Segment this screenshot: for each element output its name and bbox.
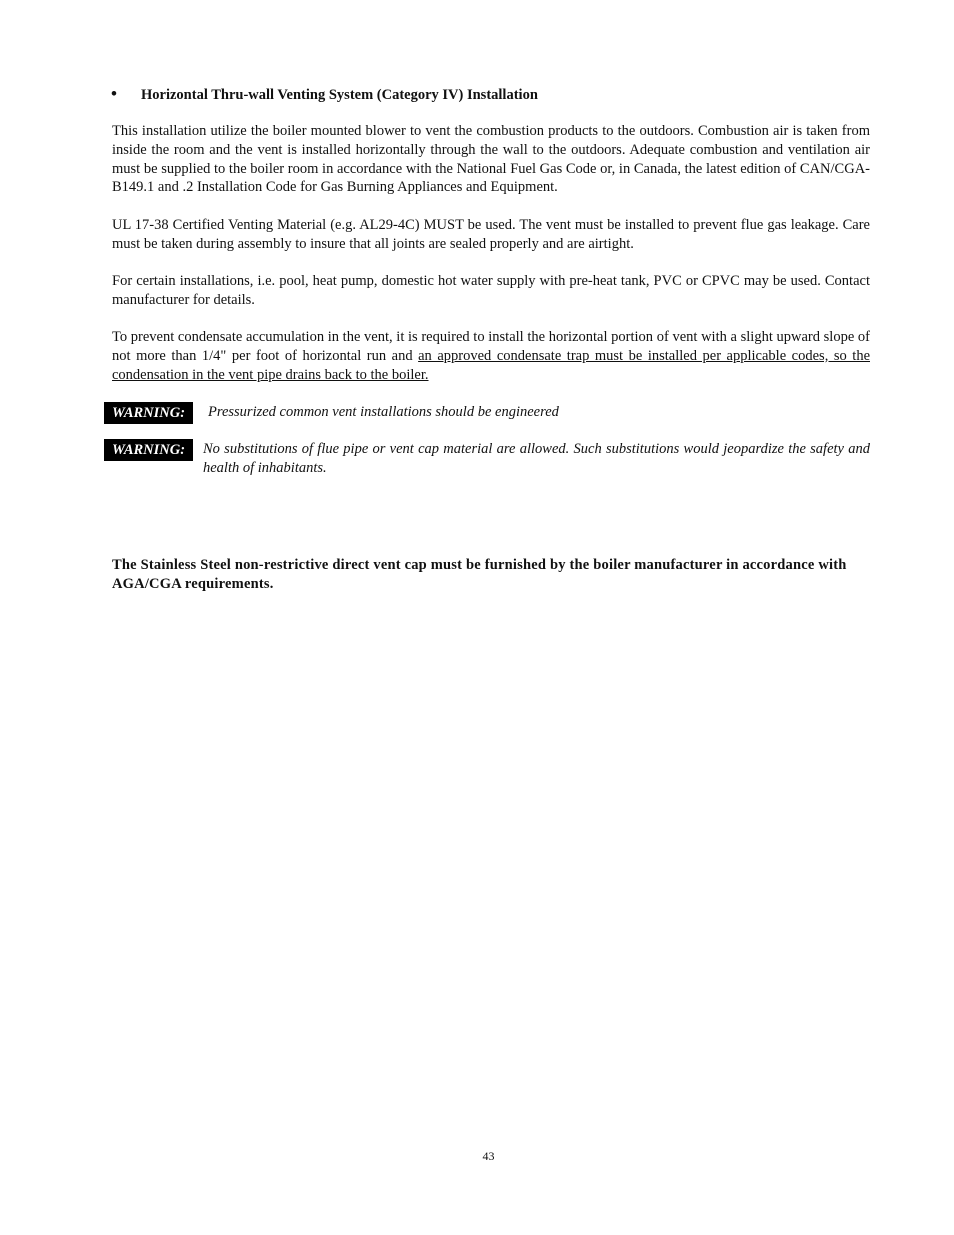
paragraph-installation-overview: This installation utilize the boiler mounted blower to vent the combustion products to the outdoors. Combustion air is taken from inside the room and the vent is installed horizontally through the wall to the outdoors. Adequate combustion and ventilation air must be supplied to the boiler room in accordance with the National Fuel Gas Code or, in Canada, the latest edition of CAN/CGA-B149.1 and .2 Installation Code for Gas Burning Appliances and Equipment. xyxy=(112,123,870,196)
paragraph-condensate xyxy=(112,328,870,384)
paragraph-venting-material: UL 17-38 Certified Venting Material (e.g. AL29-4C) MUST be used. The vent must be installed to prevent flue gas leakage. Care must be taken during assembly to insure that all joints are sealed properly and are airtight. xyxy=(112,217,870,252)
condensate-trap-requirement: an approved condensate trap must be installed per applicable codes, so the condensation in the vent pipe drains back to the boiler. xyxy=(112,347,870,383)
vent-cap-notice: The Stainless Steel non-restrictive direct vent cap must be furnished by the boiler manufacturer in accordance with AGA/CGA requirements. xyxy=(112,557,847,592)
warning-text: Pressurized common vent installations should be engineered xyxy=(208,404,559,420)
warning-no-substitutions xyxy=(104,439,870,481)
section-heading-text: Horizontal Thru-wall Venting System (Category IV) Installation xyxy=(141,87,538,103)
bullet-marker: • xyxy=(111,84,117,103)
condensate-text: To prevent condensate accumulation in the vent, it is required to install the horizontal portion of vent with a slight upward slope of not more than 1/4" per foot of horizontal run and xyxy=(112,329,870,364)
warning-text: No substitutions of flue pipe or vent cap material are allowed. Such substitutions would jeopardize the safety and health of inhabitants. xyxy=(203,441,870,476)
warning-label: WARNING: xyxy=(104,439,193,461)
warning-label: WARNING: xyxy=(104,402,193,424)
section-heading xyxy=(111,84,871,105)
page-number: 43 xyxy=(482,1149,495,1163)
warning-pressurized-vent xyxy=(104,402,870,426)
paragraph-pvc-option: For certain installations, i.e. pool, heat pump, domestic hot water supply with pre-heat tank, PVC or CPVC may be used. Contact manufacturer for details. xyxy=(112,273,870,308)
